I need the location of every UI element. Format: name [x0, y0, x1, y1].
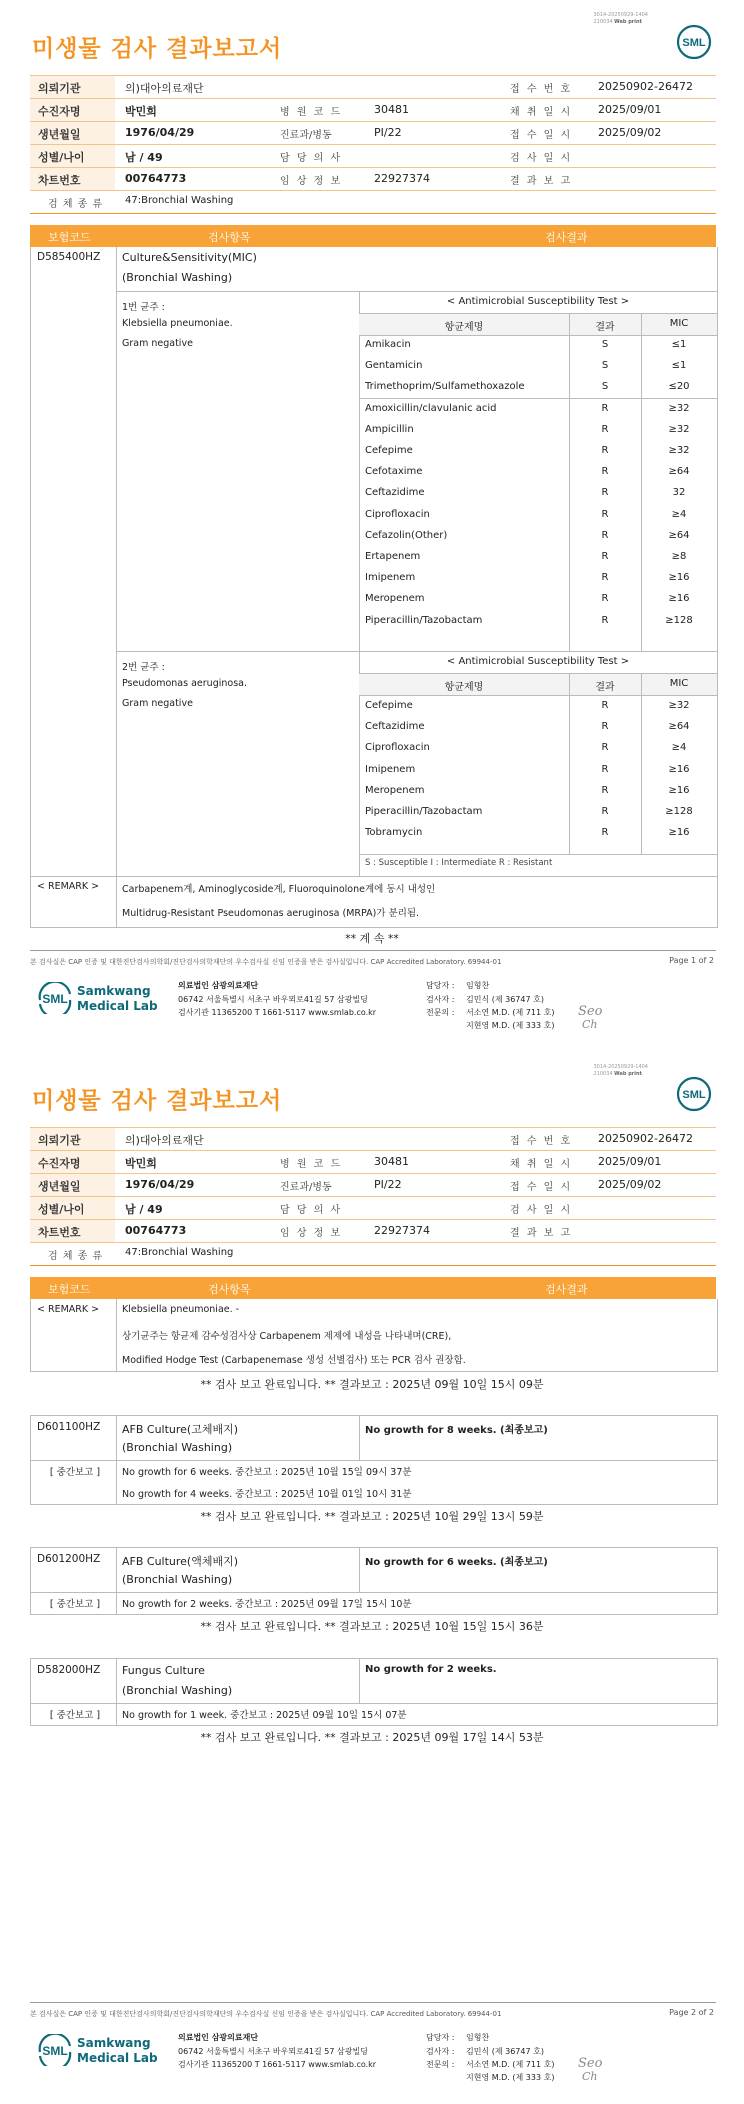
ast-result: R [601, 529, 609, 541]
dob-label: 생년월일 [38, 128, 81, 141]
ast-row [359, 483, 717, 504]
ast-row [359, 356, 717, 377]
ast-1-header-row [359, 314, 717, 335]
ast-mic: ≥32 [668, 423, 690, 435]
footer-note: 본 검사실은 CAP 인증 및 대한진단검사의학회/진단검사의학재단의 우수검사실 신임 인증을 받은 검사실입니다. CAP Accredited Laboratory. 69944-01 [30, 958, 502, 966]
sml-logo-text-p2: SML [682, 1089, 706, 1101]
sex-age-value: 남 / 49 [125, 151, 163, 164]
signature-1: Seo [578, 1004, 603, 1019]
receipt-date-value: 2025/09/02 [598, 1178, 662, 1191]
done-note-1: ** 검사 보고 완료입니다. ** 결과보고 : 2025년 09월 10일 15시 09분 [200, 1378, 544, 1391]
chart-value: 00764773 [125, 1224, 187, 1237]
signature-2: Ch [582, 1018, 598, 1031]
ast-row [359, 781, 717, 802]
patient-header [30, 75, 716, 214]
lab-name-1: Samkwang [77, 984, 151, 998]
web-print-label-p2: Web print [614, 1071, 642, 1077]
collect-date-value: 2025/09/01 [598, 1155, 662, 1168]
receipt-no-label: 접 수 번 호 [510, 84, 573, 95]
fungus-name: Fungus Culture [122, 1664, 205, 1677]
ast-drug-name: Imipenem [365, 763, 416, 775]
ast-row [359, 823, 717, 844]
ast-2-col-drug: 항균제명 [444, 682, 484, 693]
ast-result: R [601, 402, 609, 414]
sex-age-label: 성별/나이 [38, 1203, 85, 1216]
ast-drug-name: Ciprofloxacin [365, 508, 430, 520]
remark-table-p2 [30, 1299, 718, 1372]
receipt-no-value: 20250902-26472 [598, 80, 693, 93]
ast-row [359, 441, 717, 462]
ast-1-col-drug: 항균제명 [444, 322, 484, 333]
organism-1-gram: Gram negative [122, 338, 193, 349]
ast-result: R [601, 806, 609, 817]
print-code-line2: 210034 [593, 19, 613, 25]
afb2-specimen: (Bronchial Washing) [122, 1573, 233, 1586]
ast-drug-name: Cefotaxime [365, 466, 423, 478]
ast-drug-name: Gentamicin [365, 360, 423, 372]
remark-p2-line-2: 상기균주는 항균제 감수성검사상 Carbapenem 제제에 내성을 나타내며(CRE), [122, 1331, 452, 1342]
ast-result: S [601, 381, 609, 393]
ast-drug-name: Ertapenem [365, 551, 421, 562]
ast-result: R [601, 827, 609, 839]
specimen-label: 검 체 종 류 [48, 1251, 104, 1262]
ast-drug-name: Piperacillin/Tazobactam [365, 614, 483, 626]
hospital-code-label: 병 원 코 드 [280, 107, 343, 118]
afb2-name: AFB Culture(액체배지) [122, 1555, 239, 1568]
ast-drug-name: Piperacillin/Tazobactam [365, 806, 483, 817]
ast-drug-name: Ciprofloxacin [365, 742, 430, 754]
ast-mic: ≥4 [671, 508, 687, 520]
tester-label: 검사자 : [426, 995, 455, 1004]
org-number: 검사기관 11365200 T 1661-5117 www.smlab.co.kr [178, 2060, 377, 2069]
dept-value: PI/22 [374, 126, 402, 139]
remark-label: < REMARK > [37, 881, 100, 892]
afb1-name: AFB Culture(고체배지) [122, 1423, 239, 1436]
remark-p2-line-1: Klebsiella pneumoniae. - [122, 1304, 240, 1315]
lab-name-2: Medical Lab [77, 999, 158, 1013]
print-code-line2-p2: 210034 [593, 1071, 613, 1077]
ast-result: R [601, 742, 609, 754]
specialist-2: 지현영 M.D. (제 333 호) [466, 1021, 555, 1030]
ast-row [359, 696, 717, 717]
ast-mic: ≥8 [671, 551, 687, 562]
sml-logo-icon [676, 24, 712, 60]
clinical-value: 22927374 [374, 172, 430, 185]
ast-result: R [601, 784, 609, 796]
col-result: 검사결과 [545, 231, 588, 244]
dob-value: 1976/04/29 [125, 1178, 195, 1191]
dob-value: 1976/04/29 [125, 126, 195, 139]
ast-mic: ≤1 [671, 360, 687, 372]
ast-drug-name: Cefazolin(Other) [365, 529, 448, 541]
clinical-value: 22927374 [374, 1224, 430, 1237]
remark-label-p2: < REMARK > [37, 1304, 100, 1315]
ast-mic: ≥64 [668, 721, 690, 733]
ast-row [359, 399, 717, 420]
org-number: 검사기관 11365200 T 1661-5117 www.smlab.co.kr [178, 1008, 377, 1017]
ast-mic: ≥16 [668, 593, 690, 605]
ast-result: R [601, 763, 609, 775]
lab-name-1: Samkwang [77, 2036, 151, 2050]
afb2-interim-label: [ 중간보고 ] [49, 1599, 101, 1610]
ast-row [359, 568, 717, 589]
specimen-value: 47:Bronchial Washing [125, 1247, 234, 1258]
org-name: 의료법인 삼광의료재단 [178, 981, 259, 990]
ast-mic: ≥32 [668, 445, 690, 456]
ast-mic: ≥16 [668, 763, 690, 775]
print-code [593, 12, 648, 26]
page-title: 미생물 검사 결과보고서 [32, 36, 283, 62]
ast-drug-name: Imipenem [365, 572, 416, 584]
col-result: 검사결과 [545, 1283, 588, 1296]
ast-2-col-result: 결과 [595, 682, 615, 693]
ast-drug-name: Ampicillin [365, 423, 414, 435]
doctor-label: 담 당 의 사 [280, 1205, 343, 1216]
afb2-result: No growth for 6 weeks. (최종보고) [365, 1557, 548, 1568]
report-label: 결 과 보 고 [510, 1228, 573, 1239]
org-address: 06742 서울특별시 서초구 바우뫼로41길 57 삼광빌딩 [178, 2047, 368, 2056]
done-note-3: ** 검사 보고 완료입니다. ** 결과보고 : 2025년 10월 15일 15시 36분 [200, 1620, 544, 1633]
hospital-code-value: 30481 [374, 103, 409, 116]
ast-result: R [601, 593, 609, 605]
ast-mic: ≥32 [668, 700, 690, 711]
col-item: 검사항목 [208, 1283, 251, 1296]
sml-logo-icon-p2 [676, 1076, 712, 1112]
ast-drug-name: Tobramycin [365, 827, 423, 839]
ast-drug-name: Meropenem [365, 784, 425, 796]
ast-mic: ≥32 [668, 402, 690, 414]
ast-drug-name: Ceftazidime [365, 487, 425, 499]
organism-2-number: 2번 균주 : [122, 662, 165, 673]
receipt-date-label: 접 수 일 시 [510, 130, 573, 141]
specialist-label: 전문의 : [426, 1008, 455, 1017]
receipt-no-value: 20250902-26472 [598, 1132, 693, 1145]
ast-drug-name: Cefepime [365, 445, 413, 456]
chart-value: 00764773 [125, 172, 187, 185]
receipt-no-label: 접 수 번 호 [510, 1136, 573, 1147]
page-number: Page 1 of 2 [669, 956, 714, 965]
dept-label: 진료과/병동 [280, 130, 332, 141]
sml-footer-logo-text-p2: SML [42, 2044, 68, 2058]
ast-row [359, 717, 717, 738]
institution-label: 의뢰기관 [38, 82, 81, 95]
ast-mic: ≥128 [665, 806, 693, 817]
tester-label: 검사자 : [426, 2047, 455, 2056]
receipt-date-value: 2025/09/02 [598, 126, 662, 139]
dob-label: 생년월일 [38, 1180, 81, 1193]
afb1-specimen: (Bronchial Washing) [122, 1441, 233, 1454]
fungus-interim-label: [ 중간보고 ] [49, 1710, 101, 1721]
page-number-p2: Page 2 of 2 [669, 2008, 714, 2017]
test-date-label: 검 사 일 시 [510, 153, 573, 164]
result-table [30, 247, 718, 928]
ast-result: R [601, 721, 609, 733]
ast-1-col-mic: MIC [669, 318, 689, 329]
lab-name-2: Medical Lab [77, 2051, 158, 2065]
ast-row [359, 589, 717, 610]
footer-note-p2: 본 검사실은 CAP 인증 및 대한진단검사의학회/진단검사의학재단의 우수검사실 신임 인증을 받은 검사실입니다. CAP Accredited Laboratory. 69944-01 [30, 2010, 502, 2018]
remark-line-2: Multidrug-Resistant Pseudomonas aeruginosa (MRPA)가 분리됨. [122, 908, 420, 919]
ast-result: R [601, 700, 609, 711]
collect-date-label: 채 취 일 시 [510, 1159, 573, 1170]
ast-row [359, 760, 717, 781]
hospital-code-label: 병 원 코 드 [280, 1159, 343, 1170]
footer-lab-info [30, 972, 716, 1042]
afb-solid-table [30, 1415, 718, 1505]
specialist-2: 지현영 M.D. (제 333 호) [466, 2073, 555, 2082]
afb-liquid-table [30, 1547, 718, 1615]
ast-title-1: < Antimicrobial Susceptibility Test > [446, 296, 630, 307]
ast-row [359, 462, 717, 483]
ast-2-col-mic: MIC [669, 678, 689, 689]
specialist-1: 서소연 M.D. (제 711 호) [466, 1008, 555, 1017]
ast-result: S [601, 360, 609, 372]
result-table-header [30, 225, 716, 247]
afb1-code: D601100HZ [37, 1421, 101, 1433]
ast-drug-name: Amikacin [365, 339, 411, 350]
ast-result: R [601, 614, 609, 626]
afb1-interim-1: No growth for 6 weeks. 중간보고 : 2025년 10월 15일 09시 37분 [122, 1467, 412, 1478]
ast-mic: 32 [672, 487, 686, 499]
org-address: 06742 서울특별시 서초구 바우뫼로41길 57 삼광빌딩 [178, 995, 368, 1004]
col-code: 보험코드 [48, 231, 91, 244]
result-table-header-p2 [30, 1277, 716, 1299]
ast-mic: ≥64 [668, 529, 690, 541]
sml-logo-text: SML [682, 37, 706, 49]
ast-row [359, 420, 717, 441]
manager-label: 담당자 : [426, 2033, 455, 2042]
ast-drug-name: Meropenem [365, 593, 425, 605]
ast-drug-name: Trimethoprim/Sulfamethoxazole [365, 381, 525, 393]
organism-1-name: Klebsiella pneumoniae. [122, 318, 233, 329]
test-specimen: (Bronchial Washing) [122, 271, 233, 284]
print-code-line-p2: 3014-20250929-1404 [593, 1064, 648, 1070]
print-code-line: 3014-20250929-1404 [593, 12, 648, 18]
ast-result: R [601, 572, 609, 584]
ast-result: R [601, 508, 609, 520]
sex-age-label: 성별/나이 [38, 151, 85, 164]
dept-value: PI/22 [374, 1178, 402, 1191]
chart-label: 차트번호 [38, 1226, 81, 1239]
col-code: 보험코드 [48, 1283, 91, 1296]
afb2-code: D601200HZ [37, 1553, 101, 1565]
sex-age-value: 남 / 49 [125, 1203, 163, 1216]
doctor-label: 담 당 의 사 [280, 153, 343, 164]
manager-label: 담당자 : [426, 981, 455, 990]
specialist-label: 전문의 : [426, 2060, 455, 2069]
ast-result: S [601, 339, 609, 350]
organism-2-name: Pseudomonas aeruginosa. [122, 678, 247, 689]
footer-lab-info-p2 [30, 2024, 716, 2094]
ast-row [359, 377, 717, 398]
clinical-label: 임 상 정 보 [280, 1228, 343, 1239]
patient-value: 박민희 [125, 1157, 157, 1170]
signature-2: Ch [582, 2070, 598, 2083]
sml-footer-logo-icon [36, 982, 74, 1014]
print-code-p2 [593, 1064, 648, 1078]
specimen-value: 47:Bronchial Washing [125, 195, 234, 206]
test-date-label: 검 사 일 시 [510, 1205, 573, 1216]
ast-row [359, 802, 717, 823]
chart-label: 차트번호 [38, 174, 81, 187]
tester-value: 김민식 (제 36747 호) [466, 995, 544, 1004]
signature-1: Seo [578, 2056, 603, 2071]
clinical-label: 임 상 정 보 [280, 176, 343, 187]
organism-1-number: 1번 균주 : [122, 302, 165, 313]
specimen-label: 검 체 종 류 [48, 199, 104, 210]
fungus-code: D582000HZ [37, 1664, 101, 1676]
fungus-table [30, 1658, 718, 1726]
patient-header-p2 [30, 1127, 716, 1266]
afb2-interim-1: No growth for 2 weeks. 중간보고 : 2025년 09월 17일 15시 10분 [122, 1599, 412, 1610]
ast-mic: ≤20 [668, 381, 690, 393]
fungus-interim-1: No growth for 1 week. 중간보고 : 2025년 09월 10일 15시 07분 [122, 1710, 407, 1721]
ast-drug-name: Ceftazidime [365, 721, 425, 733]
institution-value: 의)대아의료재단 [125, 82, 204, 95]
ast-mic: ≥16 [668, 827, 690, 839]
ast-mic: ≥64 [668, 466, 690, 478]
page-title-p2: 미생물 검사 결과보고서 [32, 1088, 283, 1114]
institution-value: 의)대아의료재단 [125, 1134, 204, 1147]
ast-result: R [601, 423, 609, 435]
remark-p2-line-3: Modified Hodge Test (Carbapenemase 생성 선별검사) 또는 PCR 검사 권장함. [122, 1355, 466, 1366]
ast-result: R [601, 551, 609, 562]
receipt-date-label: 접 수 일 시 [510, 1182, 573, 1193]
collect-date-value: 2025/09/01 [598, 103, 662, 116]
report-label: 결 과 보 고 [510, 176, 573, 187]
patient-label: 수진자명 [38, 1157, 81, 1170]
ast-row [359, 505, 717, 526]
org-name: 의료법인 삼광의료재단 [178, 2033, 259, 2042]
patient-value: 박민희 [125, 105, 157, 118]
collect-date-label: 채 취 일 시 [510, 107, 573, 118]
ast-2-header-row [359, 674, 717, 695]
test-code: D585400HZ [37, 251, 101, 263]
done-note-4: ** 검사 보고 완료입니다. ** 결과보고 : 2025년 09월 17일 14시 53분 [200, 1731, 544, 1744]
institution-label: 의뢰기관 [38, 1134, 81, 1147]
fungus-specimen: (Bronchial Washing) [122, 1684, 233, 1697]
ast-1-col-result: 결과 [595, 322, 615, 333]
web-print-label: Web print [614, 19, 642, 25]
sml-footer-logo-icon-p2 [36, 2034, 74, 2066]
col-item: 검사항목 [208, 231, 251, 244]
ast-drug-name: Amoxicillin/clavulanic acid [365, 402, 497, 414]
afb1-result: No growth for 8 weeks. (최종보고) [365, 1425, 548, 1436]
hospital-code-value: 30481 [374, 1155, 409, 1168]
ast-result: R [601, 487, 609, 499]
ast-row [359, 526, 717, 547]
ast-row [359, 611, 717, 632]
ast-mic: ≥4 [671, 742, 687, 754]
ast-row [359, 547, 717, 568]
report-page-2 [0, 1052, 744, 2104]
ast-row [359, 335, 717, 356]
afb1-interim-label: [ 중간보고 ] [49, 1467, 101, 1478]
ast-mic: ≥16 [668, 572, 690, 584]
patient-label: 수진자명 [38, 105, 81, 118]
manager-value: 임형찬 [466, 981, 490, 990]
ast-mic: ≥16 [668, 784, 690, 796]
sml-footer-logo-text: SML [42, 992, 68, 1006]
continued-note: ** 계 속 ** [345, 932, 399, 945]
afb1-interim-2: No growth for 4 weeks. 중간보고 : 2025년 10월 01일 10시 31분 [122, 1489, 412, 1500]
fungus-result: No growth for 2 weeks. [365, 1664, 497, 1675]
ast-drug-name: Cefepime [365, 700, 413, 711]
ast-row [359, 738, 717, 759]
remark-line-1: Carbapenem계, Aminoglycoside계, Fluoroquinolone계에 동시 내성인 [122, 884, 436, 895]
ast-result: R [601, 445, 609, 456]
tester-value: 김민식 (제 36747 호) [466, 2047, 544, 2056]
specialist-1: 서소연 M.D. (제 711 호) [466, 2060, 555, 2069]
organism-2-gram: Gram negative [122, 698, 193, 709]
ast-mic: ≤1 [671, 339, 687, 350]
done-note-2: ** 검사 보고 완료입니다. ** 결과보고 : 2025년 10월 29일 13시 59분 [200, 1510, 544, 1523]
manager-value: 임형찬 [466, 2033, 490, 2042]
ast-mic: ≥128 [665, 614, 693, 626]
dept-label: 진료과/병동 [280, 1182, 332, 1193]
ast-legend: S : Susceptible I : Intermediate R : Resistant [365, 858, 553, 868]
ast-result: R [601, 466, 609, 478]
test-name: Culture&Sensitivity(MIC) [122, 251, 257, 264]
ast-title-2: < Antimicrobial Susceptibility Test > [446, 656, 630, 667]
